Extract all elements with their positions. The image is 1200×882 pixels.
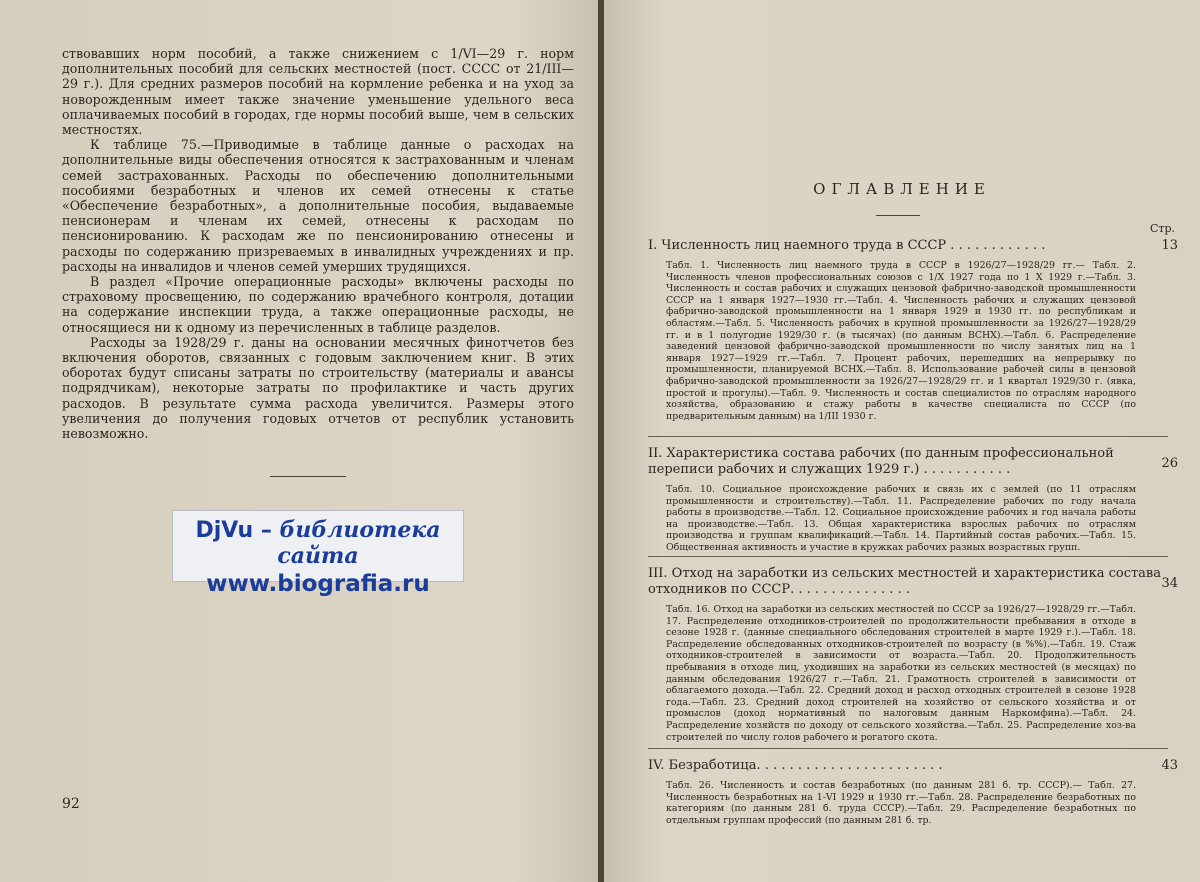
toc-section-1 — [648, 238, 1178, 422]
watermark-line1 — [173, 517, 463, 569]
toc-page-number: 13 — [1161, 238, 1178, 253]
paragraph-1: ствовавших норм пособий, а также снижением с 1/VI—29 г. норм дополнительных пособий для сельских местностей (пост. СССС от 21/III—29 г.). Для средних размеров пособий на кормление ребенка и на уход за новорожденным имеет также значение уменьшение удельного веса оплачиваемых пособий в городах, где нормы пособий выше, чем в сельских местностях. — [62, 46, 574, 138]
page-number: 92 — [62, 796, 80, 812]
toc-description: Табл. 26. Численность и состав безработных (по данным 281 б. тр. СССР).— Табл. 27. Численность безработных на 1-VI 1929 и 1930 гг.—Табл. 28. Распределение безработных по категориям (по данным 281 б. труда СССР).—Табл. 29. Распределение безработных по отдельным группам профессий (по данным 281 б. тр. — [666, 780, 1136, 826]
toc-description: Табл. 10. Социальное происхождение рабочих и связь их с землей (по 11 отраслям промышленности и строительству).—Табл. 11. Распределение рабочих по году начала работы в производстве.—Табл. 12. Социальное происхождение рабочих и год начала работы на производстве.—Табл. 13. Общая характеристика взрослых рабочих по отраслям производства и группам квалификаций.—Табл. 14. Партийный состав рабочих.—Табл. 15. Общественная активность и участие в кружках рабочих разных возрастных групп. — [666, 484, 1136, 553]
section-rule — [648, 436, 1168, 437]
section-rule — [648, 748, 1168, 749]
toc-description: Табл. 16. Отход на заработки из сельских местностей по СССР за 1926/27—1928/29 гг.—Табл. 17. Распределение отходников-строителей по продолжительности пребывания в отходе в сезоне 1928 г. (данные специального обследования строителей в марте 1929 г.).—Табл. 18. Распределение обследованных отходников-строителей по возрасту (в %%).—Табл. 19. Стаж отходников-строителей в зависимости от возраста.—Табл. 20. Продолжительность пребывания в отходе лиц, уходивших на заработки из сельских местностей (в месяцах) по данным обследования 1926/27 г.—Табл. 21. Грамотность строителей в зависимости от облагаемого дохода.—Табл. 22. Средний доход и расход отходных строителей в сезоне 1928 года.—Табл. 23. Средний доход строителей на хозяйство от сельского хозяйства и от промыслов (доход нормативный по налоговым данным Наркомфина).—Табл. 24. Распределение хозяйств по доходу от сельского хозяйства.—Табл. 25. Распределение хоз-ва строителей по числу голов рабочего и рогатого скота. — [666, 604, 1136, 743]
left-page-text — [62, 46, 574, 441]
toc-heading — [648, 238, 1178, 254]
toc-title: ОГЛАВЛЕНИЕ — [813, 180, 991, 198]
toc-page-number: 26 — [1161, 456, 1178, 471]
section-rule — [648, 556, 1168, 557]
toc-heading-text: IV. Безработица. . . . . . . . . . . . . . . . . . . . . . . — [648, 758, 943, 773]
section-divider — [270, 476, 346, 477]
paragraph-4: Расходы за 1928/29 г. даны на основании месячных финотчетов без включения оборотов, связанных с годовым заключением книг. В этих оборотах будут списаны затраты по строительству (материалы и авансы подрядчикам), некоторые затраты по профилактике и часть других расходов. В результате сумма расхода увеличится. Размеры этого увеличения до получения годовых отчетов от республик установить невозможно. — [62, 334, 574, 442]
toc-heading — [648, 446, 1178, 478]
watermark-url: www.biografia.ru — [206, 571, 430, 597]
paragraph-2: К таблице 75.—Приводимые в таблице данные о расходах на дополнительные виды обеспечения относятся к застрахованным и членам семей застрахованных. Расходы по обеспечению дополнительными пособиями безработных и членов их семей отнесены к статье «Обеспечение безработных», а дополнительные пособия, выдаваемые пенсионерам и членам их семей, отнесены к расходам по пенсионированию. К расходам же по пенсионированию отнесены и расходы по содержанию призреваемых в инвалидных учреждениях и пр. расходы на инвалидов и членов семей умерших трудящихся. — [62, 137, 574, 274]
toc-heading — [648, 566, 1178, 598]
watermark-subtitle: библиотека сайта — [277, 517, 441, 569]
page-column-label: Стр. — [1150, 222, 1176, 235]
djvu-watermark — [172, 510, 464, 597]
right-page — [604, 0, 1200, 882]
toc-heading-text: III. Отход на заработки из сельских местностей и характеристика состава отходников по СССР. . . . . . . . . . . . . . . — [648, 566, 1161, 597]
toc-section-2 — [648, 446, 1178, 554]
toc-section-3 — [648, 566, 1178, 743]
watermark-brand: DjVu — [195, 518, 254, 543]
watermark-dash: – — [253, 518, 280, 543]
paragraph-3: В раздел «Прочие операционные расходы» включены расходы по страховому просвещению, по содержанию врачебного контроля, дотации на содержание инспекции труда, а также операционные расходы, не относящиеся ни к одному из перечисленных в таблице разделов. — [62, 274, 574, 335]
toc-description: Табл. 1. Численность лиц наемного труда в СССР в 1926/27—1928/29 гг.— Табл. 2. Численность членов профессиональных союзов с 1/X 1927 года по 1 X 1929 г.—Табл. 3. Численность и состав рабочих и служащих цензовой фабрично-заводской промышленности СССР на 1 января 1927—1930 гг.—Табл. 4. Численность рабочих и служащих цензовой фабрично-заводской промышленности на 1 января 1929 и 1930 гг. по республикам и областям.—Табл. 5. Численность рабочих в крупной промышленности за 1926/27—1928/29 гг. и в 1 полугодие 1929/30 г. (в тысячах) (по данным ВСНХ).—Табл. 6. Распределение заведений цензовой фабрично-заводской промышленности по числу занятых лиц на 1 января 1927—1929 гг.—Табл. 7. Процент рабочих, перешедших на непрерывку по промышленности, планируемой ВСНХ.—Табл. 8. Использование рабочей силы в цензовой фабрично-заводской промышленности за 1926/27—1928/29 гг. и 1 квартал 1929/30 г. (явка, простой и прогулы).—Табл. 9. Численность и состав специалистов по отраслям народного хозяйства, образованию и стажу работы в качестве специалиста по СССР (по предварительным данным) на 1/III 1930 г. — [666, 260, 1136, 422]
title-rule — [876, 215, 920, 216]
toc-heading-text: II. Характеристика состава рабочих (по данным профессиональной переписи рабочих и служащих 1929 г.) . . . . . . . . . . . — [648, 446, 1114, 477]
toc-page-number: 34 — [1161, 576, 1178, 591]
toc-heading-text: I. Численность лиц наемного труда в СССР . . . . . . . . . . . . — [648, 238, 1046, 253]
toc-heading — [648, 758, 1178, 774]
toc-page-number: 43 — [1161, 758, 1178, 773]
toc-section-4 — [648, 758, 1178, 826]
